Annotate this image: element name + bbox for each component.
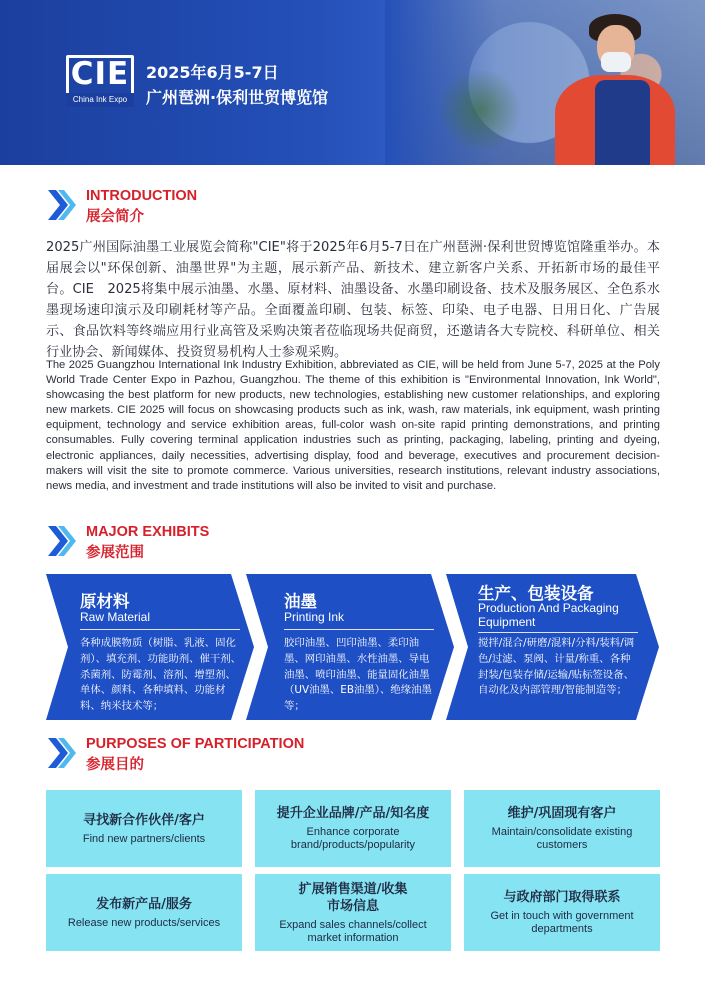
exhibit-divider bbox=[284, 629, 434, 630]
exhibits-title-en: MAJOR EXHIBITS bbox=[86, 524, 210, 540]
purpose-cn: 维护/巩固现有客户 bbox=[507, 806, 617, 821]
exhibit-card-production-equipment bbox=[446, 574, 660, 720]
purpose-card bbox=[255, 790, 451, 867]
purposes-title-cn: 参展目的 bbox=[86, 757, 144, 773]
purpose-en: Enhance corporate brand/products/popularity bbox=[290, 826, 416, 851]
exhibit-divider bbox=[478, 632, 638, 633]
purpose-en: Get in touch with government departments bbox=[490, 910, 634, 935]
exhibits-title-cn: 参展范围 bbox=[86, 545, 144, 561]
purpose-card bbox=[255, 874, 451, 951]
purpose-cn: 发布新产品/服务 bbox=[96, 896, 192, 912]
purpose-card bbox=[464, 874, 660, 951]
purpose-cn: 寻找新合作伙伴/客户 bbox=[83, 812, 205, 828]
purpose-en: Expand sales channels/collect market information bbox=[279, 918, 427, 944]
exhibit-title-cn: 生产、包装设备 bbox=[478, 584, 594, 603]
purpose-en: Find new partners/clients bbox=[82, 832, 206, 845]
event-date: 2025年6月5-7日 bbox=[146, 63, 279, 82]
exhibit-title-en: Printing Ink bbox=[284, 610, 345, 624]
purpose-cn: 提升企业品牌/产品/知名度 bbox=[276, 806, 430, 821]
exhibit-desc: 各种成膜物质（树脂、乳液、固化剂）、填充剂、功能助剂、催干剂、杀菌剂、防霉剂、溶剂、增塑剂、单体、颜料、各种填料、功能材料、纳米技术等； bbox=[80, 637, 242, 713]
exhibit-title-en: Production And Packaging Equipment bbox=[478, 601, 619, 629]
intro-title-en: INTRODUCTION bbox=[86, 188, 198, 204]
chevron-icon bbox=[46, 190, 78, 220]
cie-logo bbox=[66, 55, 134, 107]
purpose-cn: 与政府部门取得联系 bbox=[503, 890, 621, 905]
event-venue: 广州琶洲·保利世贸博览馆 bbox=[146, 88, 329, 107]
exhibit-card-raw-material bbox=[46, 574, 256, 720]
exhibit-desc: 胶印油墨、凹印油墨、柔印油墨、网印油墨、水性油墨、导电油墨、喷印油墨、能量固化油墨（UV油墨、EB油墨）、绝缘油墨等； bbox=[284, 637, 432, 713]
chevron-icon bbox=[46, 738, 78, 768]
banner-person-mask bbox=[601, 52, 631, 72]
banner-person-vest bbox=[595, 80, 650, 165]
exhibit-desc: 搅拌/混合/研磨/混料/分料/装料/调色/过滤、泵阀、计量/称重、各种封装/包装存储/运输/贴标签设备、自动化及内部管理/智能制造等； bbox=[478, 637, 635, 697]
purpose-card bbox=[46, 874, 242, 951]
intro-body-cn: 2025广州国际油墨工业展览会简称"CIE"将于2025年6月5-7日在广州琶洲·保利世贸博览馆隆重举办。本届展会以"环保创新、油墨世界"为主题，展示新产品、新技术、建立新客户关系、开拓新市场的最佳平台。CIE 2025将集中展示油墨、水墨、原材料、油墨设备、水墨印刷设备、技术及服务展区、全色系水墨现场速印演示及印刷耗材等产品。全面覆盖印刷、包装、标签、印染、电子电器、日用日化、广告展示、食品饮料等终端应用行业高管及采购决策者莅临现场共促商贸，还邀请各大专院校、科研单位、相关行业协会、新闻媒体、投资贸易机构人士参观采购。 bbox=[46, 240, 660, 360]
purposes-grid bbox=[46, 790, 660, 950]
chevron-icon bbox=[46, 526, 78, 556]
purpose-card bbox=[464, 790, 660, 867]
purpose-en: Maintain/consolidate existing customers bbox=[491, 826, 633, 851]
purpose-cn: 扩展销售渠道/收集市场信息 bbox=[298, 881, 408, 914]
logo-text: CIE bbox=[70, 56, 130, 92]
logo-subtitle: China Ink Expo bbox=[66, 93, 134, 107]
purposes-title-en: PURPOSES OF PARTICIPATION bbox=[86, 736, 305, 752]
exhibit-title-cn: 油墨 bbox=[284, 592, 317, 611]
header-banner bbox=[0, 0, 705, 165]
intro-title-cn: 展会简介 bbox=[86, 209, 144, 225]
intro-body-en: The 2025 Guangzhou International Ink Industry Exhibition, abbreviated as CIE, will be held from June 5-7, 2025 at the Poly World Trade Center Expo in Pazhou, Guangzhou. The theme of this exhibition is "Environmental Innovation, Ink World", showcasing the best platform for new products, new technologies, establishing new customer relationships, and exploring new markets. CIE 2025 will focus on showcasing products such as ink, wash, raw materials, ink equipment, wash printing equipment, technology and service exhibition areas, full-color wash on-site rapid printing demonstrations, and printing consumables. Fully covering terminal application industries such as printing, packaging, labeling, printing and dyeing, electronic appliances, daily necessities, advertising display, food and beverage, executives and procurement decision-makers will visit the site to promote commerce. Various universities, research institutions, relevant industry associations, news media, and investment and trade institutions will also be invited to visit and purchase. bbox=[46, 359, 660, 492]
purpose-en: Release new products/services bbox=[67, 916, 221, 929]
exhibit-divider bbox=[80, 629, 240, 630]
exhibits-arrows bbox=[46, 574, 660, 720]
exhibit-card-printing-ink bbox=[246, 574, 456, 720]
banner-plant bbox=[435, 70, 525, 150]
exhibit-title-en: Raw Material bbox=[80, 610, 151, 624]
exhibit-title-cn: 原材料 bbox=[80, 592, 130, 611]
purpose-card bbox=[46, 790, 242, 867]
